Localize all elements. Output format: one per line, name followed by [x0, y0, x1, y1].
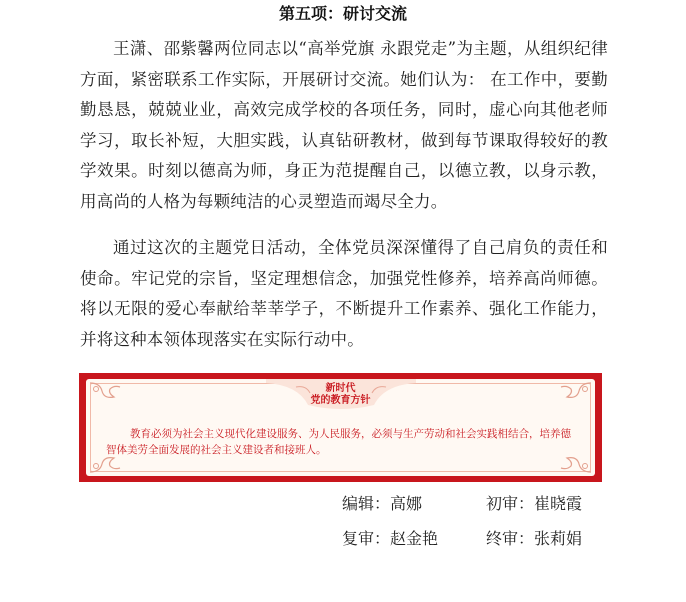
- section-title: 第五项：研讨交流: [278, 4, 407, 23]
- paragraph-1: 王潇、邵紫馨两位同志以“高举党旗 永跟党走”为主题，从组织纪律方面，紧密联系工作实际，开展研讨交流。她们认为： 在工作中，要勤勤恳恳，兢兢业业，高效完成学校的各项任务，同时，虚心向其他老师学习，取长补短，大胆实践，认真钻研教材，做到每节课取得较好的教学效果。时刻以德高为师，身正为范提醒自己，以德立教，以身示教，用高尚的人格为每颗纯洁的心灵塑造而竭尽全力。: [80, 39, 608, 211]
- credit-second-review: 复审：赵金艳: [342, 529, 439, 548]
- credit-final-review: 终审：张莉娟: [486, 529, 583, 548]
- banner-panel: [86, 379, 595, 476]
- credit-first-review: 初审：崔晓霞: [486, 494, 583, 513]
- education-policy-banner: [79, 373, 602, 482]
- corner-ornament-icon: [555, 381, 593, 403]
- banner-heading: [266, 379, 416, 411]
- banner-heading-line-1: 新时代: [325, 383, 356, 394]
- corner-ornament-icon: [88, 381, 126, 403]
- credit-editor: 编辑：高娜: [342, 494, 423, 513]
- banner-heading-line-2: 党的教育方针: [310, 395, 371, 406]
- paragraph-2: 通过这次的主题党日活动，全体党员深深懂得了自己肩负的责任和使命。牢记党的宗旨，坚定理想信念，加强党性修养，培养高尚师德。将以无限的爱心奉献给莘莘学子，不断提升工作素养、强化工作能力，并将这种本领体现落实在实际行动中。: [80, 238, 608, 349]
- banner-body-text: 教育必须为社会主义现代化建设服务、为人民服务，必须与生产劳动和社会实践相结合，培养德智体美劳全面发展的社会主义建设者和接班人。: [106, 428, 571, 456]
